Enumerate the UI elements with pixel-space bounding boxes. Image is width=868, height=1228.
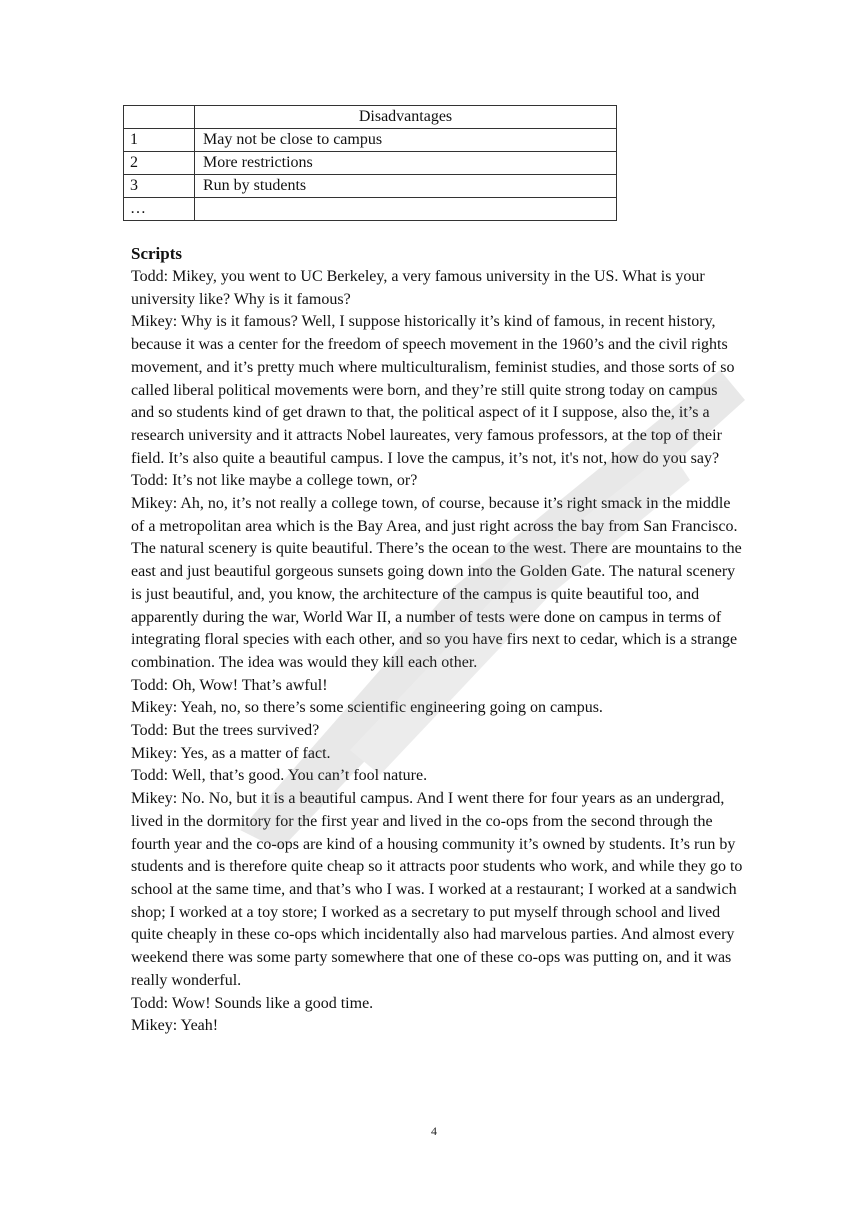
script-line: Todd: Mikey, you went to UC Berkeley, a very famous university in the US. What is your university like? Why is it famous? <box>131 268 705 308</box>
script-line: Mikey: Yes, as a matter of fact. <box>131 744 331 762</box>
scripts-section <box>131 242 743 1038</box>
table-cell-text: Run by students <box>195 175 617 198</box>
script-line: Todd: Well, that’s good. You can’t fool nature. <box>131 767 428 785</box>
table-cell-text <box>195 198 617 221</box>
scripts-heading: Scripts <box>131 244 182 263</box>
script-line: Todd: It’s not like maybe a college town, or? <box>131 472 418 490</box>
table-cell-text: May not be close to campus <box>195 129 617 152</box>
script-line: Mikey: No. No, but it is a beautiful campus. And I went there for four years as an undergrad, lived in the dormitory for the first year and lived in the co-ops from the second through the fourth year and the co-ops are kind of a housing community it’s owned by students. It’s run by students and is therefore quite cheap so it attracts poor students who work, and while they go to school at the same time, and that’s who I was. I worked at a restaurant; I worked at a sandwich shop; I worked at a toy store; I worked as a secretary to put myself through school and lived quite cheaply in these co-ops which incidentally also had marvelous parties. And almost every weekend there was some party somewhere that one of these co-ops was putting on, and it was really wonderful. <box>131 790 743 989</box>
table-header-cell: Disadvantages <box>195 106 617 129</box>
script-line: Mikey: Why is it famous? Well, I suppose historically it’s kind of famous, in recent history, because it was a center for the freedom of speech movement in the 1960’s and the civil rights movement, and it’s pretty much where multiculturalism, feminist studies, and those sorts of so called liberal political movements were born, and they’re still quite strong today on campus and so students kind of get drawn to that, the political aspect of it I suppose, also the, it’s a research university and it attracts Nobel laureates, very famous professors, at the top of their field. It’s also quite a beautiful campus. I love the campus, it’s not, it's not, how do you say? <box>131 313 735 467</box>
table-cell-number: … <box>124 198 195 221</box>
table-cell-number: 3 <box>124 175 195 198</box>
script-line: Todd: Wow! Sounds like a good time. <box>131 994 374 1012</box>
script-line: Mikey: Yeah! <box>131 1017 219 1035</box>
table-cell-number: 2 <box>124 152 195 175</box>
table-cell-text: More restrictions <box>195 152 617 175</box>
table-header-row <box>124 106 617 129</box>
table-row <box>124 152 617 175</box>
disadvantages-table <box>123 105 617 221</box>
table-row <box>124 129 617 152</box>
script-line: Todd: But the trees survived? <box>131 722 320 740</box>
table-header-cell <box>124 106 195 129</box>
page-number: 4 <box>431 1124 437 1138</box>
table-row <box>124 198 617 221</box>
table-cell-number: 1 <box>124 129 195 152</box>
script-line: Mikey: Yeah, no, so there’s some scientific engineering going on campus. <box>131 699 603 717</box>
script-line: Todd: Oh, Wow! That’s awful! <box>131 676 328 694</box>
table-row <box>124 175 617 198</box>
script-line: Mikey: Ah, no, it’s not really a college town, of course, because it’s right smack in the middle of a metropolitan area which is the Bay Area, and just right across the bay from San Francisco. The natural scenery is quite beautiful. There’s the ocean to the west. There are mountains to the east and just beautiful gorgeous sunsets going down into the Golden Gate. The natural scenery is just beautiful, and, you know, the architecture of the campus is quite beautiful too, and apparently during the war, World War II, a number of tests were done on campus in terms of integrating floral species with each other, and so you have firs next to cedar, which is a strange combination. The idea was would they kill each other. <box>131 495 742 671</box>
